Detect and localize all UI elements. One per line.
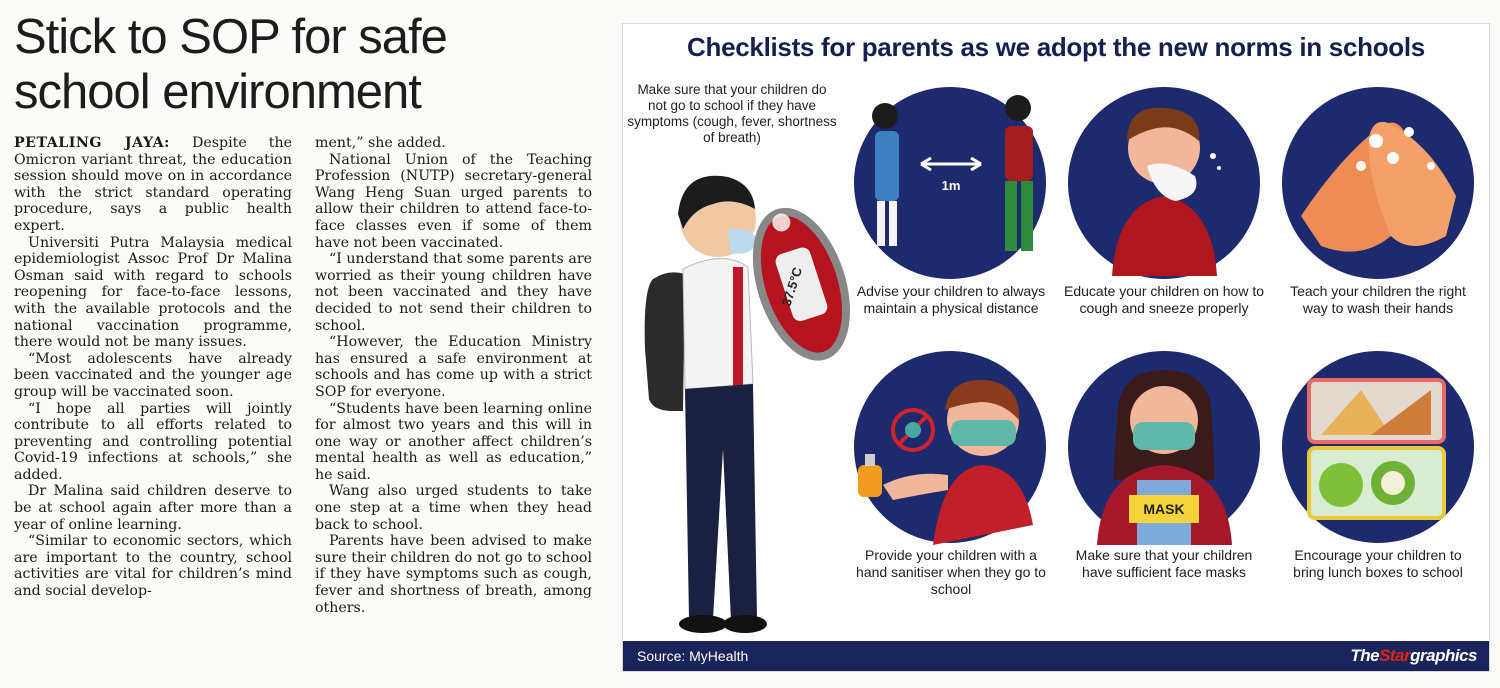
caption-cough: Educate your children on how to cough and sneeze properly xyxy=(1064,283,1265,316)
panel-cough-sneeze xyxy=(1067,86,1262,281)
caption-wash-hands: Teach your children the right way to wash their hands xyxy=(1290,283,1466,316)
paragraph: “Similar to economic sectors, which are important to the country, school activities are vital for children’s mind and social develop- xyxy=(14,533,292,600)
panel-hand-sanitiser xyxy=(853,350,1048,545)
panel-hand-wash xyxy=(1281,86,1476,281)
caption-sanitiser: Provide your children with a hand sanitiser when they go to school xyxy=(856,547,1046,597)
distance-label: 1m xyxy=(941,178,961,193)
infographic-footer xyxy=(623,641,1489,671)
paragraph: Parents have been advised to make sure their children do not go to school if they have symptoms such as cough, fever and shortness of breath, among others. xyxy=(315,533,592,616)
infographic xyxy=(622,23,1490,672)
panel-lunch-boxes xyxy=(1281,350,1476,545)
caption-lunch-boxes: Encourage your children to bring lunch boxes to school xyxy=(1293,547,1463,580)
headline-line-2: school environment xyxy=(14,65,421,119)
paragraph: “I hope all parties will jointly contribute to all efforts related to preventing and controlling potential Covid-19 infections at schools,” she added. xyxy=(14,400,292,483)
paragraph: National Union of the Teaching Profession (NUTP) secretary-general Wang Heng Suan urged parents to allow their children to attend face-to-face classes even if some of them have not been vaccinated. xyxy=(315,151,592,251)
fever-instruction: Make sure that your children do not go to school if they have symptoms (cough, fever, shortness of breath) xyxy=(627,82,837,145)
paragraph: “Most adolescents have already been vaccinated and the younger age group will be vaccinated soon. xyxy=(14,350,292,400)
caption-masks: Make sure that your children have sufficient face masks xyxy=(1075,547,1253,580)
student-thermometer-illustration xyxy=(633,149,863,639)
article-headline xyxy=(14,10,614,120)
paragraph: Universiti Putra Malaysia medical epidemiologist Assoc Prof Dr Malina Osman said with regard to schools reopening for face-to-face lessons, with the available protocols and the national vaccination programme, there would not be many issues. xyxy=(14,234,292,351)
the-star-graphics-logo: TheStargraphics xyxy=(1350,646,1477,665)
source-credit: Source: MyHealth xyxy=(637,648,749,664)
paragraph: “I understand that some parents are worried as their young children have not been vaccinated and they have decided to not send their children to school. xyxy=(315,251,592,334)
paragraph: “However, the Education Ministry has ensured a safe environment at schools and has come up with a strict SOP for everyone. xyxy=(315,334,592,400)
paragraph: “Students have been learning online for almost two years and this will in one way or another affect children’s mental health as well as education,” he said. xyxy=(315,400,592,483)
paragraph: Dr Malina said children deserve to be at school again after more than a year of online learning. xyxy=(14,483,292,533)
article-column-1 xyxy=(14,135,292,600)
dateline: PETALING JAYA: xyxy=(14,135,170,151)
infographic-title: Checklists for parents as we adopt the new norms in schools xyxy=(687,32,1425,62)
panel-physical-distance xyxy=(853,86,1048,281)
article-column-2 xyxy=(315,135,592,616)
paragraph: PETALING JAYA: Despite the Omicron variant threat, the education session should move on in accordance with the strict standard operating procedure, says a public health expert. xyxy=(14,135,292,234)
paragraph: Wang also urged students to take one step at a time when they head back to school. xyxy=(315,483,592,533)
mask-label: MASK xyxy=(1143,501,1185,517)
paragraph: ment,” she added. xyxy=(315,135,446,151)
caption-distance: Advise your children to always maintain a physical distance xyxy=(856,283,1046,316)
thermometer-reading: 37.5°C xyxy=(778,265,806,308)
headline-line-1: Stick to SOP for safe xyxy=(14,10,447,64)
panel-face-masks xyxy=(1067,350,1262,545)
